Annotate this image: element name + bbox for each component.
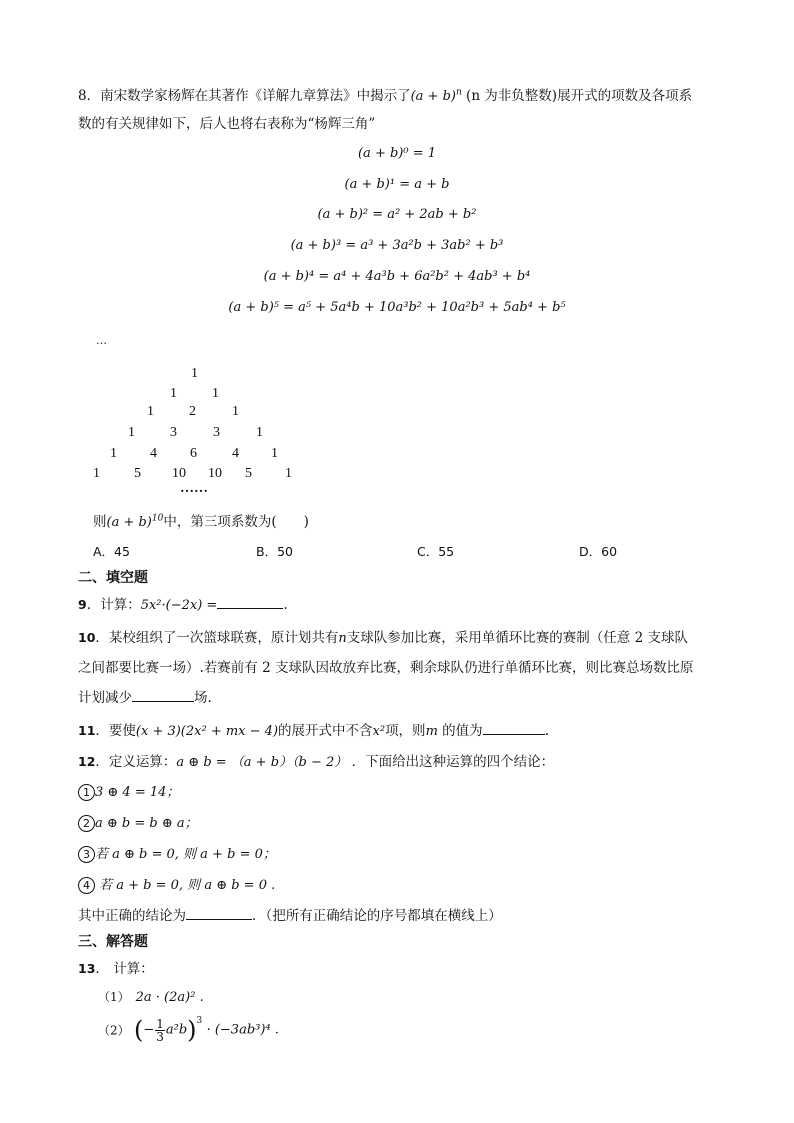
q13-part1	[98, 988, 204, 1005]
tri-2-0: 1	[147, 404, 154, 419]
fraction-one-third	[155, 1018, 165, 1043]
q13-number: 13	[78, 961, 96, 976]
q13-part2-tail: · (−3ab³)⁴ .	[206, 1022, 279, 1038]
q8-question-exp: 10	[151, 513, 164, 524]
q13-part2-label: （2）	[98, 1023, 130, 1038]
q13-part2-inner: a²b	[165, 1022, 188, 1038]
q10-line3-suffix: 场.	[194, 690, 212, 706]
q10-answer-blank[interactable]	[132, 687, 194, 702]
q8-line2: 数的有关规律如下，后人也将右表称为“杨辉三角”	[78, 116, 376, 132]
q13-part2-exp: 3	[196, 1016, 203, 1026]
q12-item-2	[78, 812, 198, 832]
tri-4-0: 1	[110, 446, 117, 461]
tri-5-0: 1	[93, 466, 100, 481]
q11-number: 11	[78, 723, 96, 738]
q11	[78, 719, 549, 739]
q8-question	[93, 510, 309, 530]
q11-middle2: 项，则	[385, 723, 426, 739]
fraction-denominator: 3	[156, 1029, 164, 1044]
q11-middle: 的展开式中不含	[278, 723, 373, 739]
q8-question-expr: (a + b)	[106, 515, 152, 530]
tri-3-2: 3	[213, 425, 220, 440]
q13-part2: （2） (− $\frac{1}{3}$ a²b)$^3$ · (−3ab³)⁴ .	[98, 1016, 279, 1044]
formula-ellipsis: …	[96, 334, 107, 347]
q12-item-1-text: 3 ⊕ 4 = 14；	[95, 785, 180, 800]
tri-4-1: 4	[150, 446, 157, 461]
formula-0: (a + b)⁰ = 1	[357, 146, 436, 161]
q8-option-c: C．55	[417, 544, 455, 559]
tri-2-2: 1	[232, 404, 239, 419]
tri-3-1: 3	[170, 425, 177, 440]
circle-number-1: 1	[78, 784, 95, 801]
q12-item-4	[78, 874, 275, 894]
q11-end: .	[544, 723, 549, 739]
q12-conclusion-suffix: ．（把所有正确结论的序号都填在横线上）	[252, 908, 502, 924]
q8-option-a: A．45	[93, 544, 130, 559]
q8-question-prefix: 则	[93, 514, 107, 530]
q13	[78, 957, 154, 977]
q9-number: 9	[78, 597, 87, 612]
formula-5: (a + b)⁵ = a⁵ + 5a⁴b + 10a³b² + 10a²b³ + 5ab⁴ + b⁵	[228, 300, 566, 315]
q13-part1-expr: 2a · (2a)² .	[135, 990, 204, 1005]
q9-expr: 5x²·(−2x) =	[140, 598, 218, 613]
q13-part1-label: （1）	[98, 990, 130, 1004]
tri-4-4: 1	[271, 446, 278, 461]
q10-text1-rest: 支球队参加比赛，采用单循环比赛的赛制（任意 2 支球队	[346, 630, 688, 646]
q8-option-d: D．60	[579, 544, 618, 559]
formula-2: (a + b)² = a² + 2ab + b²	[317, 207, 477, 222]
q8-exp: n	[455, 87, 462, 98]
q12-conclusion-prefix: 其中正确的结论为	[78, 908, 186, 924]
q12-item-1	[78, 781, 179, 801]
q12-conclusion	[78, 904, 502, 924]
q12-def: a ⊕ b = （a + b）（b − 2）	[176, 755, 348, 770]
formula-4: (a + b)⁴ = a⁴ + 4a³b + 6a²b² + 4ab³ + b⁴	[263, 269, 531, 284]
circle-number-2: 2	[78, 815, 95, 832]
q10-text1: ．某校组织了一次篮球联赛，原计划共有	[95, 630, 339, 646]
q11-answer-blank[interactable]	[483, 720, 545, 735]
q8-intro: 8．南宋数学家杨辉在其著作《详解九章算法》中揭示了	[78, 88, 411, 104]
q11-suffix: 的值为	[437, 723, 483, 739]
tri-2-1: 2	[189, 404, 196, 419]
q12-item-2-text: a ⊕ b = b ⊕ a；	[95, 816, 198, 831]
q9-prefix: ．计算：	[86, 597, 141, 613]
q13-part2-minus: −	[143, 1022, 155, 1038]
q13-prefix: ． 计算：	[95, 961, 154, 977]
q10-line2: 之间都要比赛一场）.若赛前有 2 支球队因故放弃比赛，剩余球队仍进行单循环比赛，则比赛总场数比原	[78, 660, 694, 676]
q10-line3	[78, 686, 212, 706]
tri-5-5: 1	[285, 466, 292, 481]
q11-term: x²	[372, 724, 386, 739]
q12-item-3	[78, 843, 276, 863]
q12-prefix: ．定义运算：	[95, 754, 177, 770]
fraction-numerator: 1	[156, 1016, 164, 1031]
q8-expr: (a + b)	[410, 89, 456, 104]
q8-intro-rest: (n 为非负整数)展开式的项数及各项系	[461, 88, 693, 104]
circle-number-4: 4	[78, 877, 95, 894]
tri-4-3: 4	[232, 446, 239, 461]
q12-item-3-text: 若 a ⊕ b = 0, 则 a + b = 0；	[95, 847, 276, 862]
q12-answer-blank[interactable]	[186, 905, 252, 920]
tri-5-1: 5	[134, 466, 141, 481]
tri-0-0: 1	[191, 366, 198, 381]
tri-1-0: 1	[170, 386, 177, 401]
q11-expr: (x + 3)(2x² + mx − 4)	[135, 724, 279, 739]
tri-5-4: 5	[245, 466, 252, 481]
q10-line1	[78, 626, 688, 646]
formula-3: (a + b)³ = a³ + 3a²b + 3ab² + b³	[290, 238, 504, 253]
tri-4-2: 6	[190, 446, 197, 461]
q12-rest: ．下面给出这种运算的四个结论：	[347, 754, 555, 770]
section-fill-blank-title: 二、填空题	[78, 570, 148, 586]
formula-1: (a + b)¹ = a + b	[344, 177, 450, 192]
q8-question-suffix: 中，第三项系数为( )	[163, 514, 309, 530]
q8-option-b: B．50	[256, 544, 293, 559]
q10-n: n	[338, 631, 347, 646]
q10-line3-prefix: 计划减少	[78, 690, 132, 706]
tri-1-1: 1	[212, 386, 219, 401]
tri-5-3: 10	[208, 466, 222, 481]
section-answer-title: 三、解答题	[78, 934, 148, 950]
q10-number: 10	[78, 630, 96, 645]
q12-line1	[78, 750, 554, 770]
q11-prefix: ．要使	[95, 723, 136, 739]
tri-3-3: 1	[256, 425, 263, 440]
q12-number: 12	[78, 754, 96, 769]
q12-item-4-text: 若 a + b = 0, 则 a ⊕ b = 0 .	[95, 878, 276, 893]
q9: 9．计算：5x²·(−2x) = .	[78, 593, 288, 613]
tri-3-0: 1	[128, 425, 135, 440]
q8-line1	[78, 84, 692, 104]
tri-5-2: 10	[172, 466, 186, 481]
circle-number-3: 3	[78, 846, 95, 863]
q9-answer-blank[interactable]	[217, 594, 283, 609]
q11-m: m	[425, 724, 438, 739]
tri-dots: ……	[180, 481, 208, 496]
